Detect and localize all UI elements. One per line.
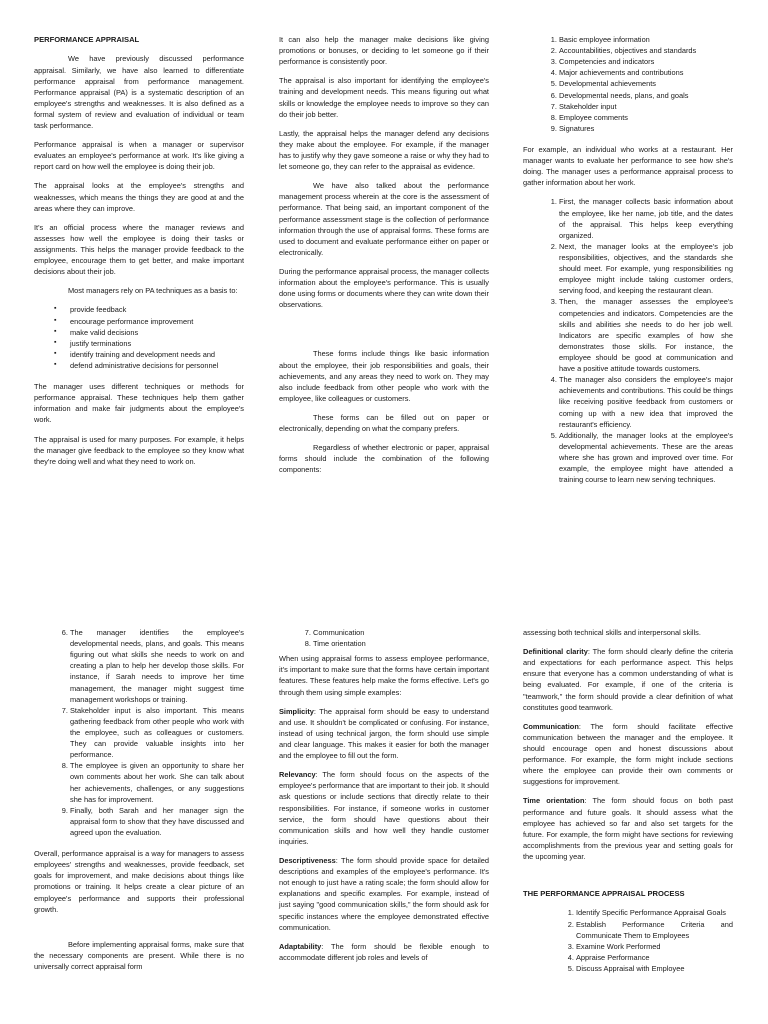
column-1-top [34, 34, 244, 475]
list-item: 5. Additionally, the manager looks at the employee's developmental achievements. These are the areas where she has grown and improved over time. For example, the employee might have attended a training course to learn new serving techniques. [559, 430, 733, 486]
column-1-bottom [34, 627, 244, 980]
list-item: ▪ defend administrative decisions for personnel [70, 360, 244, 371]
list-item: 2. Accountabilities, objectives and standards [559, 45, 733, 56]
paragraph: We have also talked about the performance management process wherein at the core is the assessment of performance. That being said, an important component of the performance assessment stage is the collection of performance information through the use of appraisal forms. These forms are used to document and evaluate performance either on paper or electronically. [279, 181, 489, 257]
list-item: ▪ encourage performance improvement [70, 316, 244, 327]
column-2-bottom [279, 627, 489, 971]
paragraph: Definitional clarity: The form should clearly define the criteria and expectations for each performance aspect. This helps ensure that everyone has a common understanding of what is being evaluated. For example, if one of the criteria is "teamwork," the form should provide a clear definition of what constitutes good teamwork. [523, 647, 733, 712]
paragraph: Relevancy: The form should focus on the aspects of the employee's performance that are important to their job. It should ask questions or include sections that directly relate to their responsibilities. For instance, if someone works in customer service, the form should have questions about their communication skills and how well they handle customer inquiries. [279, 770, 489, 846]
list-item: 7. Stakeholder input is also important. This means gathering feedback from other people who work with the employee, such as colleagues or customers. They can provide valuable insights into her performance. [70, 705, 244, 761]
list-item: 4. The manager also considers the employee's major achievements and contributions. This could be things like receiving positive feedback from customers or coming up with a new idea that improved the restaurant's efficiency. [559, 374, 733, 430]
paragraph: The appraisal looks at the employee's strengths and weaknesses, which means the things they are good at and the areas where they can improve. [34, 181, 244, 213]
list-item: 2. Next, the manager looks at the employee's job responsibilities, objectives, and the standards she should meet. For example, yung responsibilities ng employee might include taking customer orders, serving food, and keeping the restaurant clean. [559, 241, 733, 297]
section-heading: PERFORMANCE APPRAISAL [34, 35, 140, 44]
list-item: 5. Developmental achievements [559, 78, 733, 89]
paragraph: Adaptability: The form should be flexible enough to accommodate different job roles and levels of [279, 941, 489, 962]
paragraph: Communication: The form should facilitate effective communication between the manager and the employee. It should encourage open and honest discussions about performance. For example, the form might include sections where the employee can provide their own comments or suggestions for improvement. [523, 721, 733, 787]
list-item: 4. Major achievements and contributions [559, 67, 733, 78]
list-item: 3. Then, the manager assesses the employee's competencies and indicators. Competencies are the skills and abilities she needs to do her job well. Indicators are specific examples of how she demonstrates those skills. For instance, the employee should be good at communication and have a positive attitude towards customers. [559, 296, 733, 374]
list-item: 7. Stakeholder input [559, 101, 733, 112]
term: Communication [523, 721, 579, 731]
list-item: ▪ justify terminations [70, 338, 244, 349]
list-item: 8. Time orientation [313, 638, 489, 649]
list-item: 9. Signatures [559, 123, 733, 134]
section-heading: THE PERFORMANCE APPRAISAL PROCESS [523, 889, 685, 899]
paragraph: We have previously discussed performance appraisal. Similarly, we have also learned to differentiate performance appraisal from performance management. Performance appraisal (PA) is a systematic description of an employee's strengths and weaknesses. It is also defined as a formal system of review and evaluation of individual or team task performance. [34, 54, 244, 131]
paragraph: It can also help the manager make decisions like giving promotions or bonuses, or deciding to let someone go if their performance is consistently poor. [279, 35, 489, 67]
term: Descriptiveness [279, 855, 336, 865]
paragraph: These forms include things like basic information about the employee, their job responsibilities and goals, their achievements, and any areas they need to work on. They may also include feedback from other people who work with the employee, like colleagues or customers. [279, 349, 489, 403]
column-3-bottom [523, 627, 733, 984]
column-3-top [523, 34, 733, 495]
list-item: 5. Discuss Appraisal with Employee [576, 963, 733, 974]
term: Adaptability [279, 941, 322, 951]
paragraph: Overall, performance appraisal is a way for managers to assess employees' strengths and weaknesses, provide feedback, set goals for improvement, and make decisions about things like promotions or training. It helps create a clear picture of an employee's performance and supports their professional growth. [34, 849, 244, 914]
paragraph: Most managers rely on PA techniques as a basis to: [68, 286, 238, 296]
list-item: ▪ provide feedback [70, 304, 244, 315]
paragraph: Performance appraisal is when a manager or supervisor evaluates an employee's performance at work. It's like giving a report card on how well the employee is doing their job. [34, 140, 244, 172]
paragraph: assessing both technical skills and interpersonal skills. [523, 628, 701, 637]
column-2-top [279, 34, 489, 484]
paragraph: Time orientation: The form should focus on both past performance and future goals. It should assess what the employee has achieved so far and also set targets for the future. For example, the form might have sections for reviewing accomplishments from the previous year and setting goals for the upcoming year. [523, 796, 734, 861]
paragraph: Lastly, the appraisal helps the manager defend any decisions they make about the employee. For example, if the manager has to justify why they gave someone a raise or why they had to let someone go, they can refer to the appraisal as evidence. [279, 128, 489, 172]
list-item: ▪ make valid decisions [70, 327, 244, 338]
paragraph: The appraisal is also important for identifying the employee's training and development needs. This means figuring out what skills or knowledge the employee needs to improve so they can do their job better. [279, 76, 489, 119]
list-item: 6. Developmental needs, plans, and goals [559, 90, 733, 101]
list-item: 8. Employee comments [559, 112, 733, 123]
list-item: ▪ identify training and development needs and [70, 349, 244, 360]
bullet-list [34, 304, 244, 371]
list-item: 6. The manager identifies the employee's developmental needs, plans, and goals. This means figuring out what skills she needs to work on and creating a plan to help her develop those skills. For instance, if Sarah needs to improve her time management, the manager might suggest time management workshops or training. [70, 627, 244, 705]
list-item: 1. Identify Specific Performance Appraisal Goals [576, 907, 733, 918]
list-item: 3. Examine Work Performed [576, 941, 733, 952]
paragraph: These forms can be filled out on paper or electronically, depending on what the company prefers. [279, 412, 489, 434]
paragraph: It's an official process where the manager reviews and assesses how well the employee is doing their tasks or assignments. This helps the manager provide feedback to the employee, encourage them to get better, and make important decisions about their job. [34, 222, 244, 277]
paragraph: Before implementing appraisal forms, make sure that the necessary components are present. While there is no universally correct appraisal form [34, 939, 244, 971]
paragraph: Simplicity: The appraisal form should be easy to understand and use. It shouldn't be complicated or confusing. For instance, instead of using technical jargon, the form should use simple and clear language. This makes it easier for both the manager and the employee to fill out the form. [279, 706, 489, 761]
term: Time orientation [523, 796, 585, 806]
paragraph: During the performance appraisal process, the manager collects information about the employee's performance. This is usually done using forms or documents where they can write down their observations. [279, 266, 489, 310]
steps-list [34, 627, 244, 838]
components-list [523, 34, 733, 134]
list-item: 8. The employee is given an opportunity to share her own comments about her work. She can talk about her achievements, challenges, or any suggestions she has for improvement. [70, 760, 244, 804]
list-item: 9. Finally, both Sarah and her manager sign the appraisal form to show that they have discussed and agreed upon the evaluation. [70, 805, 244, 838]
paragraph: Regardless of whether electronic or paper, appraisal forms should include the combination of the following components: [279, 443, 489, 475]
term: Simplicity [279, 706, 314, 716]
list-item: 1. First, the manager collects basic information about the employee, like her name, job title, and the dates of the appraisal. This helps keep everything organized. [559, 196, 733, 240]
steps-list [523, 196, 733, 485]
paragraph: The appraisal is used for many purposes. For example, it helps the manager give feedback to the employee so they know what they're doing well and what they need to work on. [34, 434, 244, 466]
list-item: 2. Establish Performance Criteria and Communicate Them to Employees [576, 919, 733, 941]
paragraph: For example, an individual who works at a restaurant. Her manager wants to evaluate her performance to see how she's doing. The manager uses a performance appraisal process to gather information about her work. [523, 144, 733, 188]
process-list [523, 907, 733, 974]
term: Definitional clarity [523, 647, 588, 657]
components-list [279, 627, 489, 649]
paragraph: Descriptiveness: The form should provide space for detailed descriptions and examples of the employee's performance. It's not enough to just have a rating scale; the form should allow for explanations and specific examples. For example, instead of just saying "good communication skills," the form should ask for specific instances where the employee demonstrated effective communication. [279, 855, 489, 932]
paragraph: The manager uses different techniques or methods for performance appraisal. These techniques help them gather information and make fair judgments about the employee's work. [34, 382, 244, 425]
list-item: 7. Communication [313, 627, 489, 638]
list-item: 4. Appraise Performance [576, 952, 733, 963]
list-item: 1. Basic employee information [559, 34, 733, 45]
term: Relevancy [279, 770, 316, 780]
list-item: 3. Competencies and indicators [559, 56, 733, 67]
paragraph: When using appraisal forms to assess employee performance, it's important to make sure that the forms have certain important features. These features help make the forms effective. Let's go through them using simple examples: [279, 654, 489, 697]
